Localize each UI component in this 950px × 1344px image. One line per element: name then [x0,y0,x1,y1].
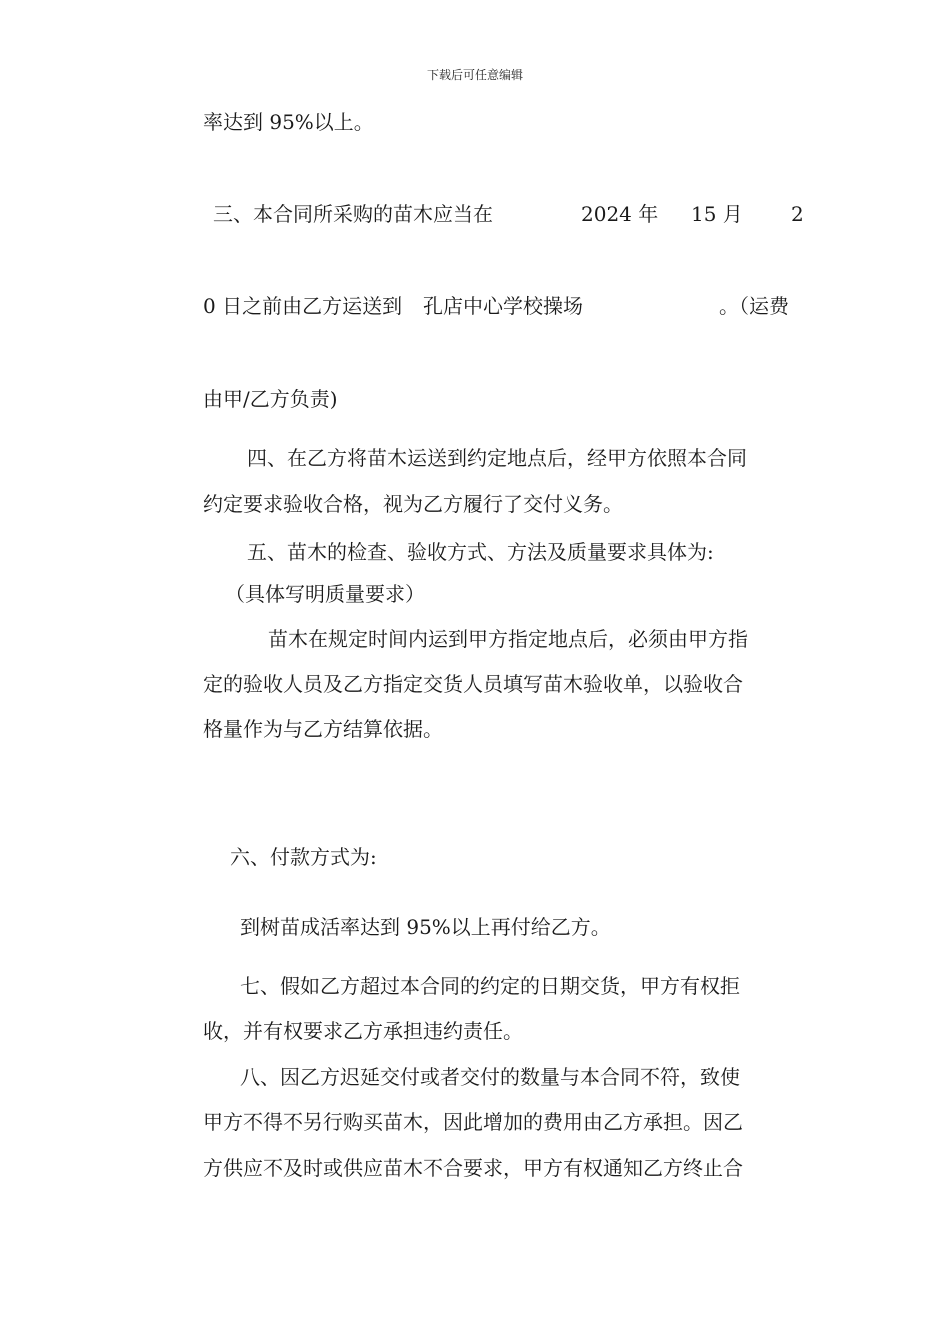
clause-3-line-1 [213,200,823,228]
clause-6-text: 到树苗成活率达到 95%以上再付给乙方。 [240,915,611,939]
clause-4-line-2: 约定要求验收合格，视为乙方履行了交付义务。 [203,492,623,516]
clause-3-text-2: 0 日之前由乙方运送到 [203,294,403,318]
text-line: 由甲/乙方负责) [203,387,338,411]
clause-5-note: （具体写明质量要求） [225,582,425,606]
clause-5-line-2: 苗木在规定时间内运到甲方指定地点后，必须由甲方指 [268,627,748,651]
clause-5-line-3: 定的验收人员及乙方指定交货人员填写苗木验收单，以验收合 [203,672,743,696]
clause-7-line-2: 收，并有权要求乙方承担违约责任。 [203,1019,523,1043]
clause-5-line-1: 五、苗木的检查、验收方式、方法及质量要求具体为: [247,540,714,564]
clause-5-line-4: 格量作为与乙方结算依据。 [203,717,443,741]
clause-8-line-1: 八、因乙方迟延交付或者交付的数量与本合同不符，致使 [240,1065,740,1089]
delivery-day-part: 2 [791,202,804,226]
clause-7-line-1: 七、假如乙方超过本合同的约定的日期交货，甲方有权拒 [240,974,740,998]
delivery-year: 2024 年 [581,202,659,226]
clause-3-line-2 [203,292,813,320]
delivery-place: 孔店中心学校操场 [423,294,583,318]
clause-3-text: 三、本合同所采购的苗木应当在 [213,202,493,226]
freight-note: 。（运费 [719,294,789,318]
page-header: 下载后可任意编辑 [426,68,523,82]
clause-8-line-2: 甲方不得不另行购买苗木，因此增加的费用由乙方承担。因乙 [203,1110,743,1134]
clause-4-line-1: 四、在乙方将苗木运送到约定地点后，经甲方依照本合同 [247,446,747,470]
delivery-month: 15 月 [691,202,743,226]
clause-8-line-3: 方供应不及时或供应苗木不合要求，甲方有权通知乙方终止合 [203,1156,743,1180]
clause-6-heading: 六、付款方式为: [230,845,377,869]
text-line: 率达到 95%以上。 [203,110,374,134]
